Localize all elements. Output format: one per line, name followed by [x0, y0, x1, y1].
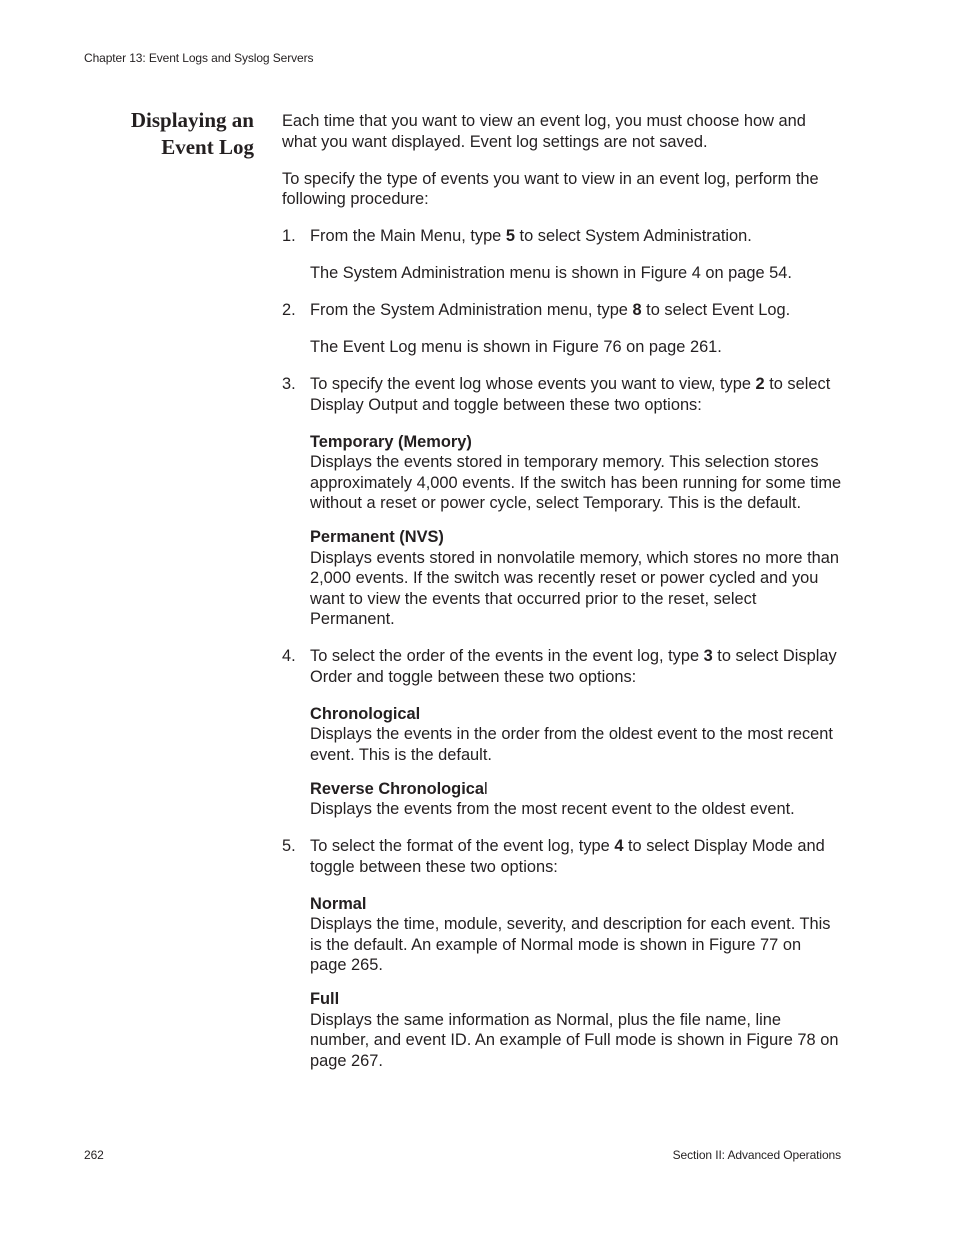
step-1: [282, 226, 842, 247]
step-number: 2.: [282, 301, 296, 319]
step-text-end: to select System Administration.: [514, 227, 752, 245]
step-text: From the System Administration menu, type: [310, 301, 633, 319]
step-1-note: The System Administration menu is shown in Figure 4 on page 54.: [310, 264, 792, 282]
option-full: [282, 989, 842, 1071]
option-title-tail: l: [483, 779, 488, 798]
step-text: To select the format of the event log, type: [310, 837, 615, 855]
step-4: [282, 646, 842, 687]
option-temporary: [282, 432, 842, 514]
option-title: Permanent (NVS): [310, 528, 444, 546]
section-title-line-2: Event Log: [161, 135, 254, 159]
option-title: Full: [310, 990, 340, 1008]
step-key: 8: [632, 301, 642, 319]
option-description: Displays the events stored in temporary memory. This selection stores approximately 4,000 events. If the switch has been running for some time without a reset or power cycle, select Temporary. This is the default.: [310, 453, 842, 512]
option-title: Normal: [310, 894, 367, 913]
option-permanent: [282, 527, 842, 630]
option-normal: [282, 894, 842, 976]
option-description: Displays the events in the order from the oldest event to the most recent event. This is the default.: [310, 725, 833, 764]
section-title: [84, 107, 254, 161]
step-text: To specify the event log whose events you want to view, type: [310, 375, 756, 393]
option-reverse-chronological: [282, 779, 842, 820]
step-text-end: to select Display Mode and toggle between these two options:: [310, 837, 825, 876]
option-title: Reverse Chronologica: [310, 779, 484, 798]
step-2: [282, 300, 842, 321]
option-title-wrap: [310, 779, 842, 800]
running-footer: Section II: Advanced Operations: [672, 1148, 841, 1162]
step-3: [282, 374, 842, 415]
option-title: Temporary (Memory): [310, 432, 472, 451]
step-key: 4: [614, 837, 624, 855]
option-description: Displays the same information as Normal, plus the file name, line number, and event ID. An example of Full mode is shown in Figure 78 on page 267.: [310, 1010, 839, 1070]
step-text-end: to select Display Order and toggle between these two options:: [310, 647, 837, 686]
step-number: 1.: [282, 227, 296, 245]
option-description: Displays events stored in nonvolatile memory, which stores no more than 2,000 events. If the switch was recently reset or power cycled and you want to view the events that occurred prior to the reset, select Permanent.: [310, 548, 839, 628]
step-number: 5.: [282, 837, 296, 855]
step-text-end: to select Display Output and toggle between these two options:: [310, 375, 831, 414]
step-5: [282, 836, 842, 877]
step-key: 3: [703, 647, 713, 665]
option-description: Displays the time, module, severity, and description for each event. This is the default. An example of Normal mode is shown in Figure 77 on page 265.: [310, 915, 831, 974]
step-text-end: to select Event Log.: [641, 301, 791, 319]
intro-paragraph-2: To specify the type of events you want to view in an event log, perform the following procedure:: [282, 169, 819, 208]
running-header: Chapter 13: Event Logs and Syslog Servers: [84, 51, 314, 65]
option-description: Displays the events from the most recent event to the oldest event.: [310, 800, 795, 818]
step-2-note: The Event Log menu is shown in Figure 76 on page 261.: [310, 338, 722, 356]
intro-paragraph-1: Each time that you want to view an event log, you must choose how and what you want displayed. Event log settings are not saved.: [282, 112, 806, 151]
page-number: 262: [84, 1148, 104, 1162]
section-title-line-1: Displaying an: [130, 108, 254, 132]
step-key: 5: [505, 227, 515, 245]
step-text: From the Main Menu, type: [310, 227, 506, 245]
step-number: 3.: [282, 375, 296, 393]
option-title: Chronological: [310, 704, 421, 723]
option-chronological: [282, 704, 842, 766]
main-content: [282, 111, 842, 1088]
step-text: To select the order of the events in the event log, type: [310, 647, 704, 665]
step-key: 2: [755, 375, 765, 393]
step-number: 4.: [282, 647, 296, 665]
